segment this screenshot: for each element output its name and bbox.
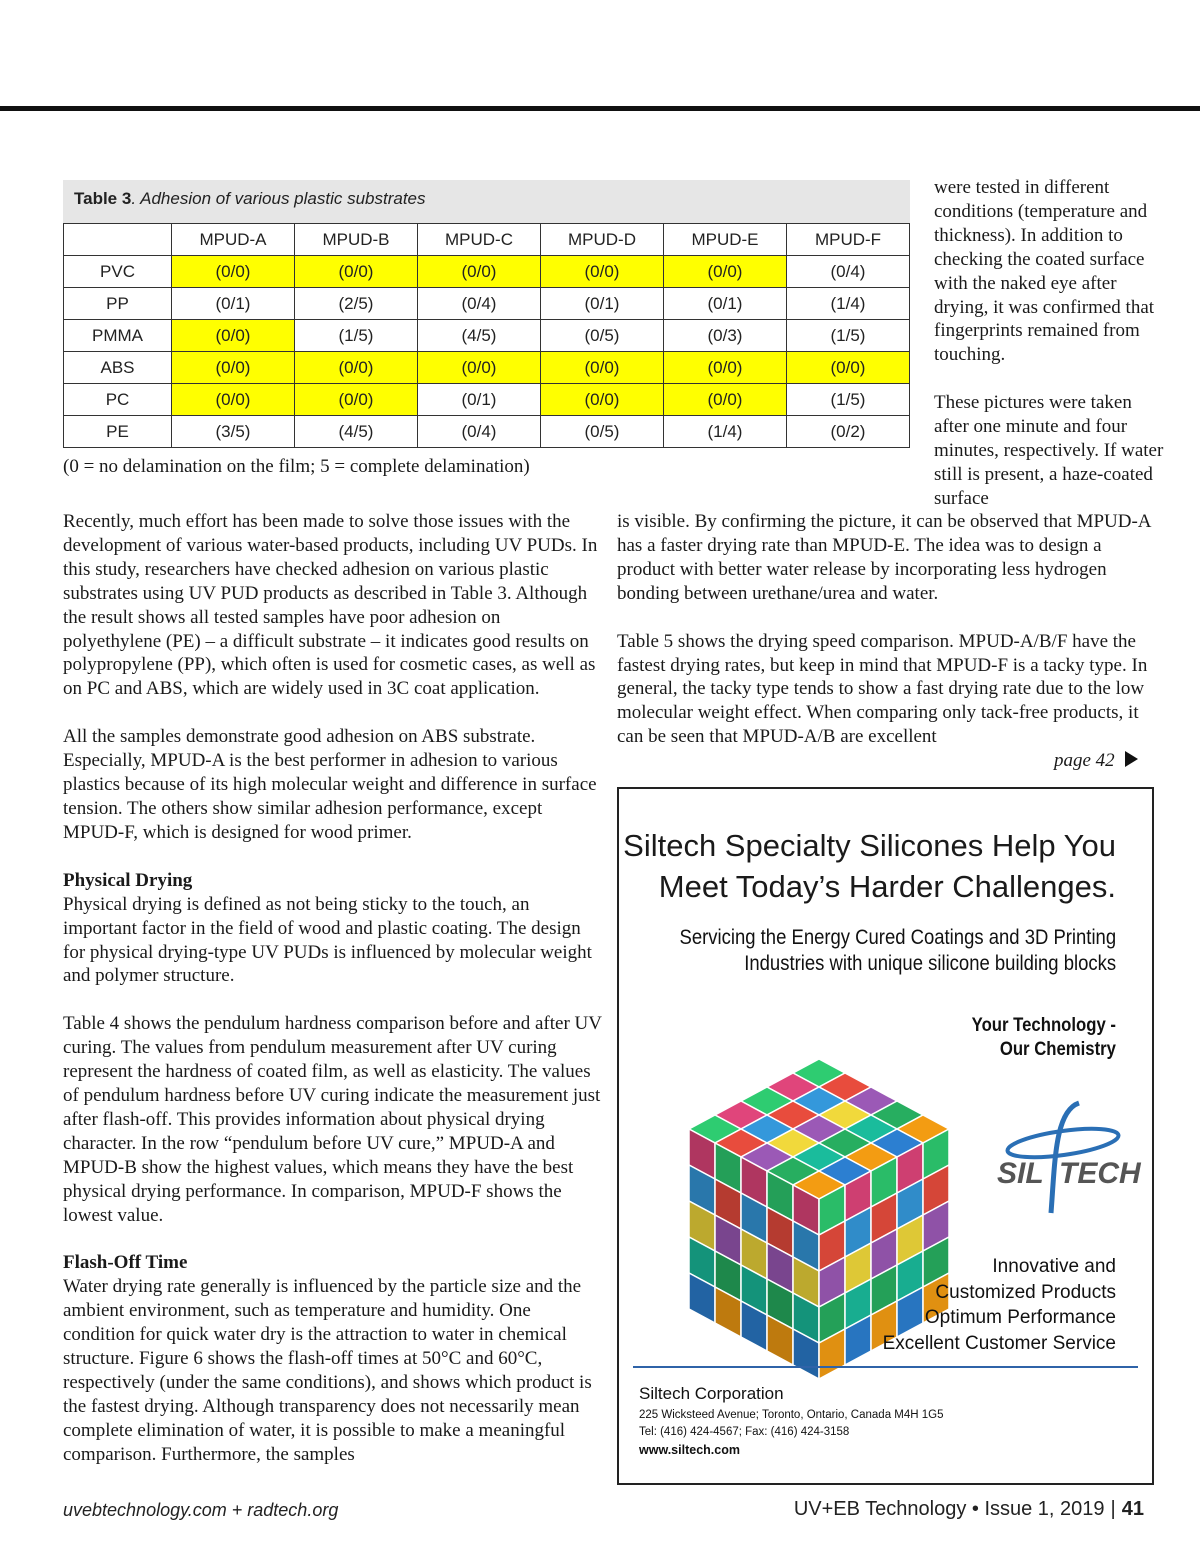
table-cell: (0/4) <box>418 416 541 448</box>
table-cell: (0/0) <box>541 352 664 384</box>
table-cell: (0/1) <box>664 288 787 320</box>
table-corner-cell <box>64 224 172 256</box>
table-caption <box>63 180 910 223</box>
row-header: ABS <box>64 352 172 384</box>
table-label: Table 3 <box>74 189 132 208</box>
table-cell: (1/4) <box>664 416 787 448</box>
table-row <box>64 416 910 448</box>
ad-feature-line: Excellent Customer Service <box>882 1332 1116 1354</box>
table-row <box>64 288 910 320</box>
table-cell: (0/0) <box>172 352 295 384</box>
ad-features-list <box>883 1254 1116 1356</box>
row-header: PP <box>64 288 172 320</box>
ad-sub-line: Industries with unique silicone building blocks <box>744 952 1116 975</box>
ad-tagline-line: Our Chemistry <box>999 1039 1116 1060</box>
table-row <box>64 320 910 352</box>
paragraph: Table 5 shows the drying speed comparison. MPUD-A/B/F have the fastest drying rates, but keep in mind that MPUD-F is a tacky type. In general, the tacky type tends to show a fast drying rate due to the low molecular weight effect. When comparing only tack-free products, it can be seen that MPUD-A/B are excellent <box>617 630 1148 748</box>
column-header: MPUD-F <box>787 224 910 256</box>
table-cell: (0/0) <box>172 320 295 352</box>
ad-subheadline <box>679 925 1116 977</box>
table-cell: (0/1) <box>541 288 664 320</box>
paragraph: Water drying rate generally is influenced by the particle size and the ambient environment, such as temperature and humidity. One condition for quick water dry is the attraction to water in chemical structure. Figure 6 shows the flash-off times at 50°C and 60°C, respectively (under the same conditions), and shows which product is the fastest drying. Although transparency does not necessarily mean complete elimination of water, it is possible to make a meaningful comparison. Furthermore, the samples <box>63 1276 592 1465</box>
logo-text-sil: SIL <box>997 1157 1044 1190</box>
continued-label: page 42 <box>1054 750 1115 771</box>
ad-feature-line: Innovative and <box>992 1256 1116 1277</box>
page-number: 41 <box>1121 1498 1144 1520</box>
table-cell: (0/0) <box>172 256 295 288</box>
table-cell: (0/5) <box>541 320 664 352</box>
company-website-link[interactable]: www.siltech.com <box>639 1443 740 1457</box>
table-row <box>64 256 910 288</box>
table-cell: (3/5) <box>172 416 295 448</box>
ad-divider <box>633 1366 1138 1368</box>
table-cell: (0/3) <box>664 320 787 352</box>
table-cell: (2/5) <box>295 288 418 320</box>
paragraph: Table 4 shows the pendulum hardness comparison before and after UV curing. The values from pendulum measurement after UV curing represent the hardness of coated film, as well as elasticity. The values of pendulum hardness before UV curing indicate the measurement just after flash-off. This provides information about physical drying character. In the row “pendulum before UV cure,” MPUD-A and MPUD-B show the highest values, which means they have the best physical drying performance. In comparison, MPUD-F shows the lowest value. <box>63 1013 602 1226</box>
adhesion-table <box>63 223 910 448</box>
row-header: PMMA <box>64 320 172 352</box>
table-cell: (0/0) <box>418 352 541 384</box>
section-heading-flash-off-time: Flash-Off Time <box>63 1252 188 1274</box>
table-cell: (1/4) <box>787 288 910 320</box>
table-cell: (0/2) <box>787 416 910 448</box>
table-row <box>64 352 910 384</box>
table-cell: (0/4) <box>787 256 910 288</box>
table-cell: (0/0) <box>541 256 664 288</box>
ad-sub-line: Servicing the Energy Cured Coatings and 3D Printing <box>679 926 1116 949</box>
table-cell: (1/5) <box>787 384 910 416</box>
row-header: PC <box>64 384 172 416</box>
play-arrow-icon <box>1125 751 1138 767</box>
column-header: MPUD-A <box>172 224 295 256</box>
section-heading-physical-drying: Physical Drying <box>63 869 193 891</box>
paragraph: These pictures were taken after one minute and four minutes, respectively. If water still is present, a haze-coated surface <box>934 392 1164 509</box>
table-cell: (0/4) <box>418 288 541 320</box>
top-rule <box>0 106 1200 111</box>
table-cell: (0/0) <box>295 352 418 384</box>
ad-tagline <box>972 1014 1116 1062</box>
table-cell: (4/5) <box>295 416 418 448</box>
column-header: MPUD-B <box>295 224 418 256</box>
logo-text-tech: TECH <box>1059 1157 1141 1190</box>
row-header: PVC <box>64 256 172 288</box>
table-header-row <box>64 224 910 256</box>
paragraph: Recently, much effort has been made to solve those issues with the development of various water-based products, including UV PUDs. In this study, researchers have checked adhesion on various plastic substrates using UV PUD products as described in Table 3. Although the result shows all tested samples have poor adhesion on polyethylene (PE) – a difficult substrate – it indicates good results on polypropylene (PP), which often is used for cosmetic cases, as well as on PC and ABS, which are widely used in 3C coat application. <box>63 511 598 700</box>
ad-feature-line: Optimum Performance <box>924 1307 1116 1328</box>
row-header: PE <box>64 416 172 448</box>
paragraph: is visible. By confirming the picture, it can be observed that MPUD-A has a faster drying rate than MPUD-E. The idea was to design a product with better water release by incorporating less hydrogen bonding between urethane/urea and water. <box>617 511 1151 604</box>
table-cell: (1/5) <box>787 320 910 352</box>
company-name: Siltech Corporation <box>639 1384 784 1403</box>
left-column <box>63 510 603 1467</box>
table-cell: (0/0) <box>664 256 787 288</box>
ad-headline <box>623 825 1116 907</box>
ad-contact <box>639 1384 944 1457</box>
ad-headline-line: Meet Today’s Harder Challenges. <box>658 869 1116 904</box>
footer-separator: | <box>1110 1498 1116 1520</box>
table-cell: (0/0) <box>664 384 787 416</box>
table-cell: (0/0) <box>295 384 418 416</box>
table-cell: (0/0) <box>541 384 664 416</box>
table-cell: (4/5) <box>418 320 541 352</box>
table-cell: (1/5) <box>295 320 418 352</box>
table-row <box>64 384 910 416</box>
ad-feature-line: Customized Products <box>935 1281 1116 1303</box>
siltech-logo <box>997 1101 1141 1219</box>
ad-headline-line: Siltech Specialty Silicones Help You <box>623 828 1116 863</box>
continued-link[interactable] <box>1054 750 1138 772</box>
company-phone: Tel: (416) 424-4567; Fax: (416) 424-3158 <box>639 1426 850 1438</box>
right-column-top <box>934 176 1164 511</box>
paragraph: Physical drying is defined as not being sticky to the touch, an important factor in the field of wood and plastic coating. The design for physical drying-type UV PUDs is influenced by molecular weight and polymer structure. <box>63 893 592 987</box>
paragraph: All the samples demonstrate good adhesion on ABS substrate. Especially, MPUD-A is the best performer in adhesion to various plastics because of its high molecular weight and difference in surface tension. The others show similar adhesion performance, except MPUD-F, which is designed for wood primer. <box>63 726 597 843</box>
ad-tagline-line: Your Technology - <box>971 1015 1116 1036</box>
table-cell: (0/1) <box>418 384 541 416</box>
footer-publication <box>794 1498 1144 1521</box>
company-address: 225 Wicksteed Avenue; Toronto, Ontario, Canada M4H 1G5 <box>639 1409 944 1421</box>
table-cell: (0/5) <box>541 416 664 448</box>
table-3 <box>63 180 910 478</box>
footer-websites: uvebtechnology.com + radtech.org <box>63 1500 339 1520</box>
column-header: MPUD-D <box>541 224 664 256</box>
paragraph: were tested in different conditions (temperature and thickness). In addition to checking the coated surface with the naked eye after drying, it was confirmed that fingerprints remained from touching. <box>934 177 1155 366</box>
table-cell: (0/0) <box>664 352 787 384</box>
table-cell: (0/1) <box>172 288 295 320</box>
table-cell: (0/0) <box>172 384 295 416</box>
table-cell: (0/0) <box>295 256 418 288</box>
table-cell: (0/0) <box>418 256 541 288</box>
publication-issue: UV+EB Technology • Issue 1, 2019 <box>793 1498 1105 1520</box>
table-note: (0 = no delamination on the film; 5 = complete delamination) <box>63 456 530 477</box>
siltech-advertisement <box>617 787 1154 1485</box>
table-cell: (0/0) <box>787 352 910 384</box>
column-header: MPUD-E <box>664 224 787 256</box>
column-header: MPUD-C <box>418 224 541 256</box>
right-column-middle <box>617 510 1157 749</box>
table-title: . Adhesion of various plastic substrates <box>131 189 426 208</box>
